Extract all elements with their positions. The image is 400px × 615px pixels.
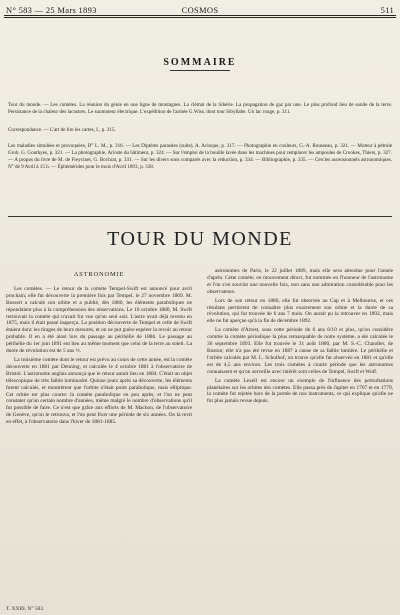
paragraph: Les comètes. — Le retour de la comète Tempel-Swift est annoncé pour avril prochain; elle fut découverte la première fois par Tempel, le 27 novembre 1869. M. Bossert a calculé son orbite et a publié, dès 1880, les éléments paraboliques ne répondaient plus à la compréhension des observations. Le 10 octobre 1880, M. Swift retrouvait la comète qui n'avait fut vue qu'un seul soir. L'astre avait déjà revenu en 1875, mais il était passé inaperçu. La position découverte de Tempel et celle de Swift étaient donc les tirages de leurs mesures, et on ne put guère espérer la revoir au retour probable. Il en a été ainsi lors du passage au périhélie de 1886. Le passage au périhélie du 1er juin 1891 eut lieu au même moment que celui de la terre au soleil. La durée de révolution est de 5 ans ½. xyxy=(6,285,192,355)
paragraph: La comète d'Arrest, sous cette période de 6 ans 6/10 et plus, qu'on considère comme la comète périodique la plus remarquable de notre système, a été calculée le 30 septembre 1893. Elle fut trouvée le 31 août 1880, par M. S.-C. Chandler, de Boston; elle n'a pas été revue en 1887 à cause de sa faible lumière. Le périhélie et l'orbite calculés par M. L. Schulhof, on trouve qu'elle fut observée en 1881 et qu'elle est de 4,5 ans environ. Les trois comètes à courte période que les astronomes connaissent et qu'on surveille avec intérêt sont celles de Tempel, Swift et Wolf. xyxy=(207,327,393,375)
header-rule xyxy=(4,15,396,16)
paragraph: Lors de son retour en 1886, elle fut observée au Cap et à Melbourne, et ces résultats permirent de connaître plus exactement son orbite et la durée de sa révolution, qui fut trouvée de 6 ans 7 mois. On aurait pu la retrouver en 1892, mais elle ne fut aperçue qu'à la fin de décembre 1892. xyxy=(207,297,393,325)
section-divider xyxy=(8,216,392,217)
left-column xyxy=(6,272,192,428)
paragraph: La comète Lexell est encore un exemple de l'influence des perturbations planétaires sur les orbites des comètes. Elle passa près de Jupiter en 1767 et en 1779, la comète fut rejetée hors de la portée de nos instruments, ce qui explique qu'elle ne fut plus jamais revue depuis. xyxy=(207,377,393,405)
header-rule-thin xyxy=(4,17,396,18)
sommaire-item: Les maladies simulées et provoquées, D° L. M., p. 316. — Les Diptères parasites (suite), A. Acloque, p. 317. — Photographie en couleurs, G.-A. Rousseau, p. 321. — Moteur à pétrole Grob. G. Gouthyes, p. 321. — La photographie, Arioste du bâtiment, p. 324. — Sur l'emploi de la houille lavée dans les machines pour remplacer les ampoules de Crookes, Thiers, p. 327. — A propos du livre de M. de Freycinet, G. Bochrat, p. 331. — Sur les divers sons comparés avec la réduction, p. 334. — Bibliographie, p. 335. — Cercles ascensionnels astronomiques. N° de 9 Avril à 15 h. — Éphémérides pour le mois d'Avril 1893, p. 338. xyxy=(8,143,392,170)
paragraph: La troisième comète dont le retour est prévu au cours de cette année, est la comète découverte en 1881 par Denning, et calculée le 4 octobre 1881 à l'observatoire de Bristol. L'astronome anglais annonça que le retour aurait lieu en 1884. C'était un objet télescopique de très faible luminosité. Quinze jours après sa découverte, les éléments furent calculés, et montrèrent que l'orbite n'était point parabolique, mais elliptique. Cet orbite est plus courte: la comète parabolique en peu après, et l'on ne peut constater qu'un certain nombre d'années, même malgré le nombre d'observations qu'il fut possible de faire. Ce n'est que grâce aux efforts de M. Machon, de l'observatoire de Genève, qu'on le retrouva, et l'on peut fixer une période de six années. On la revit en effet, à l'observatoire dans l'hiver de 1881-1885. xyxy=(6,356,192,426)
issue-number: N° 583 — 25 Mars 1893 xyxy=(6,5,97,15)
section-heading: ASTRONOMIE xyxy=(73,271,125,278)
page-number: 511 xyxy=(380,5,394,15)
right-column xyxy=(207,268,393,407)
sommaire-item: Correspondance. — L'art de lire les cartes, I., p. 315. xyxy=(8,127,116,133)
page-footer: T. XXIII. N° 583. xyxy=(6,606,45,612)
article-title: TOUR DU MONDE xyxy=(107,228,293,250)
journal-name: COSMOS xyxy=(181,5,219,15)
sommaire-underline xyxy=(170,70,230,71)
sommaire-title: SOMMAIRE xyxy=(163,57,237,68)
paragraph: astronomes de Paris, le 22 juillet 1889, mais elle sera attendue pour l'année d'après. Cette comète, en mouvement direct, fut nommée en l'honneur de l'astronome et l'on s'en souvint une nouvelle fois, non sans une admiration considérable pour les observateurs. xyxy=(207,268,393,295)
sommaire-item: Tour du monde. — Les comètes. La réunion du génie en une ligne de montagnes. La clémat de la Sibérie. La propagation de gaz par une. Le plus profond lieu de sonde de la terre. Persistance de la chaleur des lacustres. Le sunmoteur électrique. L'expédition de l'armée G.Wiss. dont tour Sibyllabe. Un lac rouge, p. 311. xyxy=(8,102,392,115)
